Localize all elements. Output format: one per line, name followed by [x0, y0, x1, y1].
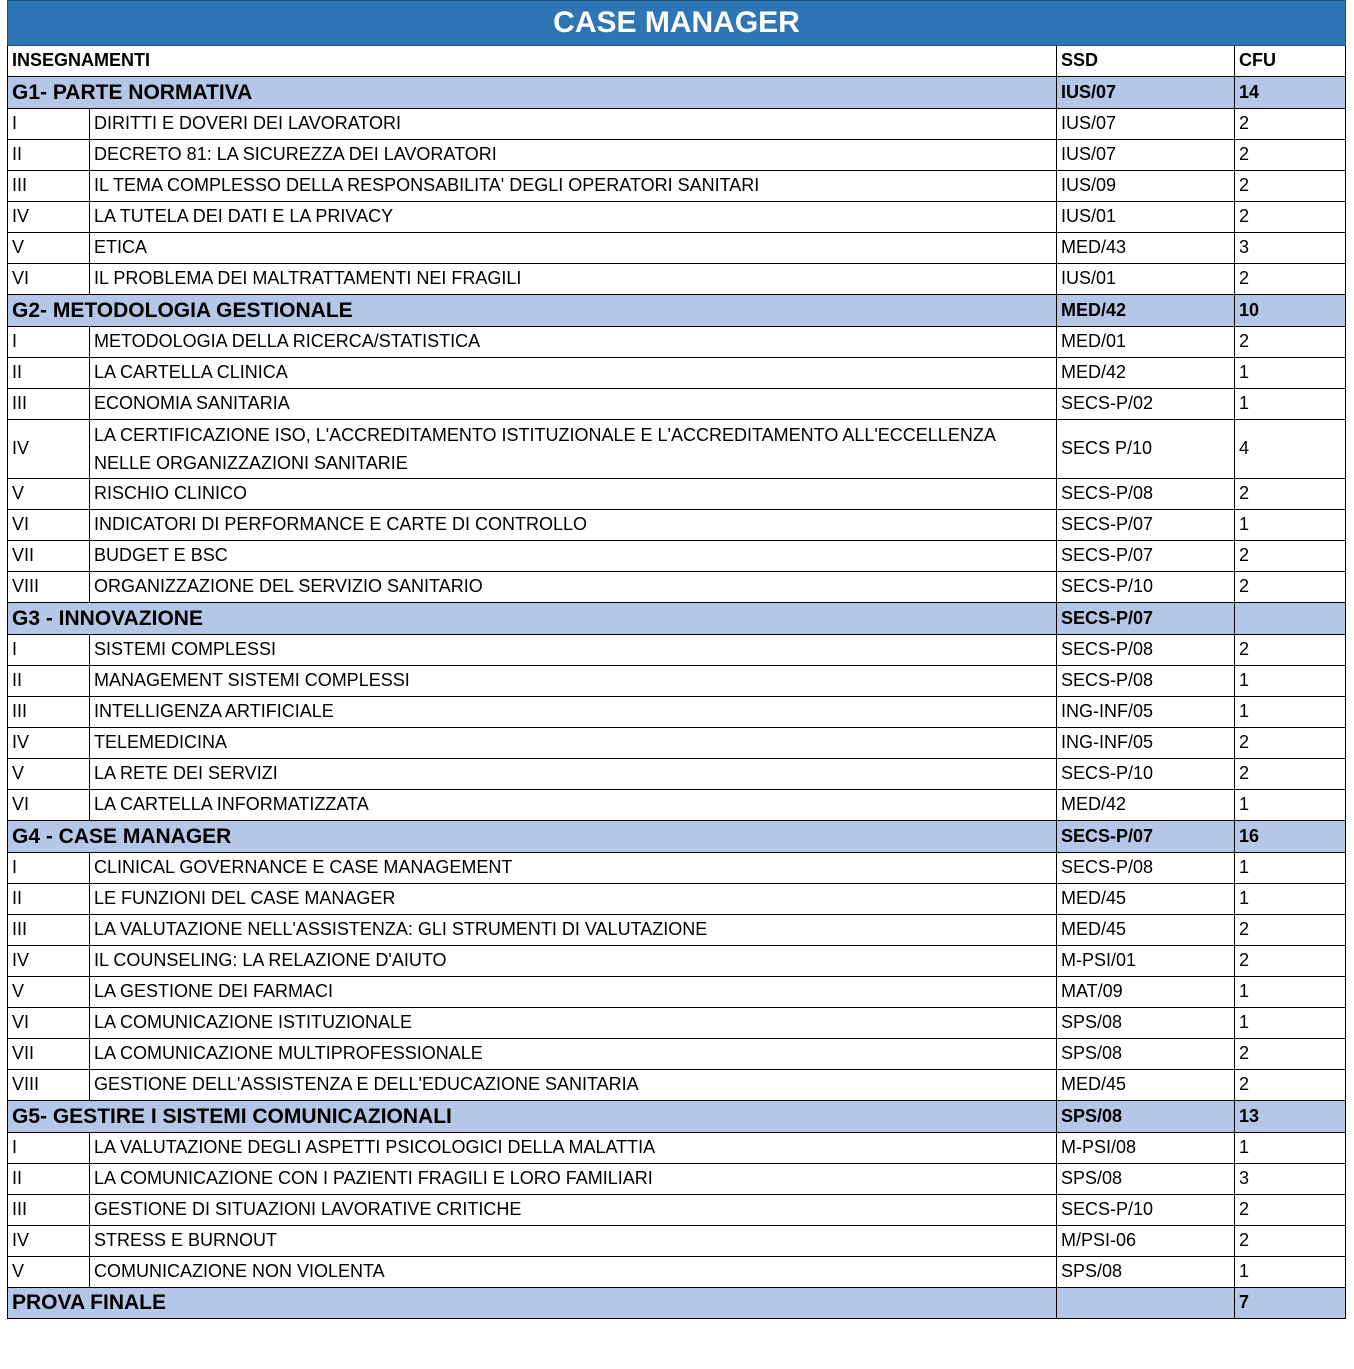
- course-ssd: SECS-P/07: [1057, 510, 1235, 541]
- course-number: III: [8, 697, 90, 728]
- course-number: II: [8, 666, 90, 697]
- course-cfu: 1: [1235, 389, 1346, 420]
- course-ssd: SECS-P/10: [1057, 572, 1235, 603]
- course-ssd: M-PSI/01: [1057, 946, 1235, 977]
- course-title: LE FUNZIONI DEL CASE MANAGER: [90, 884, 1057, 915]
- course-cfu: 1: [1235, 884, 1346, 915]
- course-title: SISTEMI COMPLESSI: [90, 635, 1057, 666]
- course-number: II: [8, 358, 90, 389]
- course-number: IV: [8, 420, 90, 479]
- course-cfu: 2: [1235, 264, 1346, 295]
- course-number: V: [8, 1257, 90, 1288]
- course-title: STRESS E BURNOUT: [90, 1226, 1057, 1257]
- course-row: [8, 915, 1346, 946]
- course-row: [8, 389, 1346, 420]
- group-cfu: 14: [1235, 77, 1346, 109]
- course-ssd: MED/43: [1057, 233, 1235, 264]
- course-title: ECONOMIA SANITARIA: [90, 389, 1057, 420]
- course-ssd: SECS-P/02: [1057, 389, 1235, 420]
- course-cfu: 2: [1235, 202, 1346, 233]
- course-cfu: 2: [1235, 541, 1346, 572]
- course-ssd: MAT/09: [1057, 977, 1235, 1008]
- course-number: V: [8, 977, 90, 1008]
- course-cfu: 2: [1235, 171, 1346, 202]
- course-cfu: 1: [1235, 358, 1346, 389]
- group-cfu: 13: [1235, 1101, 1346, 1133]
- course-number: I: [8, 853, 90, 884]
- course-title: GESTIONE DI SITUAZIONI LAVORATIVE CRITICHE: [90, 1195, 1057, 1226]
- course-ssd: M/PSI-06: [1057, 1226, 1235, 1257]
- course-number: III: [8, 1195, 90, 1226]
- group-name: G4 - CASE MANAGER: [8, 821, 1057, 853]
- course-cfu: 1: [1235, 1133, 1346, 1164]
- course-ssd: SECS-P/08: [1057, 479, 1235, 510]
- course-cfu: 1: [1235, 1008, 1346, 1039]
- course-row: [8, 202, 1346, 233]
- course-ssd: SPS/08: [1057, 1008, 1235, 1039]
- course-cfu: 2: [1235, 479, 1346, 510]
- course-number: III: [8, 389, 90, 420]
- course-ssd: IUS/09: [1057, 171, 1235, 202]
- course-number: VI: [8, 264, 90, 295]
- course-cfu: 3: [1235, 233, 1346, 264]
- course-row: [8, 109, 1346, 140]
- group-row: [8, 295, 1346, 327]
- course-row: [8, 1226, 1346, 1257]
- course-number: IV: [8, 202, 90, 233]
- course-ssd: ING-INF/05: [1057, 728, 1235, 759]
- course-number: VII: [8, 1039, 90, 1070]
- course-row: [8, 233, 1346, 264]
- course-cfu: 2: [1235, 728, 1346, 759]
- course-row: [8, 728, 1346, 759]
- group-name: G5- GESTIRE I SISTEMI COMUNICAZIONALI: [8, 1101, 1057, 1133]
- course-ssd: SECS-P/08: [1057, 666, 1235, 697]
- course-number: V: [8, 233, 90, 264]
- course-title: LA CERTIFICAZIONE ISO, L'ACCREDITAMENTO ISTITUZIONALE E L'ACCREDITAMENTO ALL'ECCELLENZA NELLE ORGANIZZAZIONI SANITARIE: [90, 420, 1057, 479]
- course-row: [8, 1133, 1346, 1164]
- course-ssd: MED/45: [1057, 915, 1235, 946]
- course-title: LA COMUNICAZIONE ISTITUZIONALE: [90, 1008, 1057, 1039]
- course-number: III: [8, 171, 90, 202]
- course-title: DECRETO 81: LA SICUREZZA DEI LAVORATORI: [90, 140, 1057, 171]
- course-number: VI: [8, 510, 90, 541]
- course-ssd: SECS-P/07: [1057, 541, 1235, 572]
- course-cfu: 2: [1235, 759, 1346, 790]
- group-row: [8, 603, 1346, 635]
- final-exam-ssd: [1057, 1288, 1235, 1319]
- course-row: [8, 327, 1346, 358]
- course-cfu: 4: [1235, 420, 1346, 479]
- course-ssd: SECS P/10: [1057, 420, 1235, 479]
- course-row: [8, 1070, 1346, 1101]
- course-row: [8, 1195, 1346, 1226]
- course-cfu: 2: [1235, 1195, 1346, 1226]
- course-cfu: 1: [1235, 697, 1346, 728]
- course-number: VIII: [8, 572, 90, 603]
- course-title: LA COMUNICAZIONE MULTIPROFESSIONALE: [90, 1039, 1057, 1070]
- course-title: BUDGET E BSC: [90, 541, 1057, 572]
- course-row: [8, 541, 1346, 572]
- course-number: I: [8, 635, 90, 666]
- group-ssd: SECS-P/07: [1057, 821, 1235, 853]
- course-title: CLINICAL GOVERNANCE E CASE MANAGEMENT: [90, 853, 1057, 884]
- group-ssd: MED/42: [1057, 295, 1235, 327]
- course-ssd: MED/45: [1057, 1070, 1235, 1101]
- course-row: [8, 759, 1346, 790]
- course-title: DIRITTI E DOVERI DEI LAVORATORI: [90, 109, 1057, 140]
- course-cfu: 1: [1235, 510, 1346, 541]
- group-cfu: [1235, 603, 1346, 635]
- course-number: VI: [8, 1008, 90, 1039]
- group-ssd: IUS/07: [1057, 77, 1235, 109]
- group-name: G2- METODOLOGIA GESTIONALE: [8, 295, 1057, 327]
- title-row: [8, 1, 1346, 46]
- course-row: [8, 572, 1346, 603]
- course-row: [8, 635, 1346, 666]
- course-ssd: IUS/07: [1057, 140, 1235, 171]
- course-number: I: [8, 109, 90, 140]
- course-ssd: SPS/08: [1057, 1164, 1235, 1195]
- header-row: [8, 46, 1346, 77]
- final-exam-name: PROVA FINALE: [8, 1288, 1057, 1319]
- course-row: [8, 1257, 1346, 1288]
- header-cfu: CFU: [1235, 46, 1346, 77]
- course-cfu: 2: [1235, 327, 1346, 358]
- curriculum-table: [7, 0, 1346, 1319]
- final-exam-cfu: 7: [1235, 1288, 1346, 1319]
- course-cfu: 1: [1235, 790, 1346, 821]
- course-title: LA COMUNICAZIONE CON I PAZIENTI FRAGILI E LORO FAMILIARI: [90, 1164, 1057, 1195]
- course-ssd: MED/45: [1057, 884, 1235, 915]
- course-row: [8, 1164, 1346, 1195]
- page-title: CASE MANAGER: [8, 1, 1346, 46]
- course-ssd: IUS/01: [1057, 202, 1235, 233]
- course-ssd: M-PSI/08: [1057, 1133, 1235, 1164]
- final-exam-row: [8, 1288, 1346, 1319]
- course-cfu: 2: [1235, 572, 1346, 603]
- course-title: LA CARTELLA INFORMATIZZATA: [90, 790, 1057, 821]
- course-cfu: 2: [1235, 915, 1346, 946]
- course-title: LA RETE DEI SERVIZI: [90, 759, 1057, 790]
- course-number: VII: [8, 541, 90, 572]
- course-ssd: MED/42: [1057, 790, 1235, 821]
- course-row: [8, 1008, 1346, 1039]
- course-ssd: SECS-P/08: [1057, 853, 1235, 884]
- course-number: II: [8, 1164, 90, 1195]
- course-title: GESTIONE DELL'ASSISTENZA E DELL'EDUCAZIONE SANITARIA: [90, 1070, 1057, 1101]
- course-cfu: 2: [1235, 109, 1346, 140]
- course-number: II: [8, 140, 90, 171]
- course-cfu: 2: [1235, 1226, 1346, 1257]
- course-row: [8, 666, 1346, 697]
- course-row: [8, 358, 1346, 389]
- course-number: VIII: [8, 1070, 90, 1101]
- course-number: I: [8, 327, 90, 358]
- group-row: [8, 1101, 1346, 1133]
- course-title: LA GESTIONE DEI FARMACI: [90, 977, 1057, 1008]
- header-insegnamenti: INSEGNAMENTI: [8, 46, 1057, 77]
- course-title: LA VALUTAZIONE NELL'ASSISTENZA: GLI STRUMENTI DI VALUTAZIONE: [90, 915, 1057, 946]
- course-row: [8, 853, 1346, 884]
- course-number: II: [8, 884, 90, 915]
- course-title: RISCHIO CLINICO: [90, 479, 1057, 510]
- course-number: IV: [8, 1226, 90, 1257]
- course-title: LA TUTELA DEI DATI E LA PRIVACY: [90, 202, 1057, 233]
- group-row: [8, 821, 1346, 853]
- course-title: TELEMEDICINA: [90, 728, 1057, 759]
- course-row: [8, 884, 1346, 915]
- course-row: [8, 479, 1346, 510]
- course-ssd: SPS/08: [1057, 1039, 1235, 1070]
- course-number: III: [8, 915, 90, 946]
- course-ssd: MED/42: [1057, 358, 1235, 389]
- course-ssd: MED/01: [1057, 327, 1235, 358]
- course-number: V: [8, 479, 90, 510]
- course-title: INDICATORI DI PERFORMANCE E CARTE DI CONTROLLO: [90, 510, 1057, 541]
- course-cfu: 1: [1235, 853, 1346, 884]
- course-title: IL TEMA COMPLESSO DELLA RESPONSABILITA' DEGLI OPERATORI SANITARI: [90, 171, 1057, 202]
- course-title: IL COUNSELING: LA RELAZIONE D'AIUTO: [90, 946, 1057, 977]
- group-ssd: SPS/08: [1057, 1101, 1235, 1133]
- course-cfu: 2: [1235, 1039, 1346, 1070]
- course-ssd: SPS/08: [1057, 1257, 1235, 1288]
- course-row: [8, 977, 1346, 1008]
- header-ssd: SSD: [1057, 46, 1235, 77]
- course-row: [8, 140, 1346, 171]
- course-row: [8, 697, 1346, 728]
- course-row: [8, 1039, 1346, 1070]
- course-row: [8, 171, 1346, 202]
- group-name: G3 - INNOVAZIONE: [8, 603, 1057, 635]
- course-ssd: SECS-P/08: [1057, 635, 1235, 666]
- course-cfu: 3: [1235, 1164, 1346, 1195]
- course-number: IV: [8, 728, 90, 759]
- course-cfu: 2: [1235, 1070, 1346, 1101]
- course-title: IL PROBLEMA DEI MALTRATTAMENTI NEI FRAGILI: [90, 264, 1057, 295]
- course-ssd: SECS-P/10: [1057, 1195, 1235, 1226]
- course-title: LA VALUTAZIONE DEGLI ASPETTI PSICOLOGICI DELLA MALATTIA: [90, 1133, 1057, 1164]
- course-ssd: IUS/01: [1057, 264, 1235, 295]
- course-title: MANAGEMENT SISTEMI COMPLESSI: [90, 666, 1057, 697]
- course-title: INTELLIGENZA ARTIFICIALE: [90, 697, 1057, 728]
- course-number: IV: [8, 946, 90, 977]
- course-cfu: 1: [1235, 977, 1346, 1008]
- course-title: LA CARTELLA CLINICA: [90, 358, 1057, 389]
- group-ssd: SECS-P/07: [1057, 603, 1235, 635]
- course-ssd: IUS/07: [1057, 109, 1235, 140]
- course-row: [8, 510, 1346, 541]
- course-title: COMUNICAZIONE NON VIOLENTA: [90, 1257, 1057, 1288]
- group-row: [8, 77, 1346, 109]
- course-ssd: ING-INF/05: [1057, 697, 1235, 728]
- course-title: ORGANIZZAZIONE DEL SERVIZIO SANITARIO: [90, 572, 1057, 603]
- course-cfu: 2: [1235, 635, 1346, 666]
- course-number: V: [8, 759, 90, 790]
- course-title: ETICA: [90, 233, 1057, 264]
- course-title: METODOLOGIA DELLA RICERCA/STATISTICA: [90, 327, 1057, 358]
- course-row: [8, 790, 1346, 821]
- course-cfu: 1: [1235, 666, 1346, 697]
- course-number: VI: [8, 790, 90, 821]
- course-row: [8, 946, 1346, 977]
- course-ssd: SECS-P/10: [1057, 759, 1235, 790]
- course-row: [8, 420, 1346, 479]
- course-row: [8, 264, 1346, 295]
- course-cfu: 2: [1235, 946, 1346, 977]
- group-cfu: 16: [1235, 821, 1346, 853]
- course-number: I: [8, 1133, 90, 1164]
- course-cfu: 1: [1235, 1257, 1346, 1288]
- group-name: G1- PARTE NORMATIVA: [8, 77, 1057, 109]
- group-cfu: 10: [1235, 295, 1346, 327]
- course-cfu: 2: [1235, 140, 1346, 171]
